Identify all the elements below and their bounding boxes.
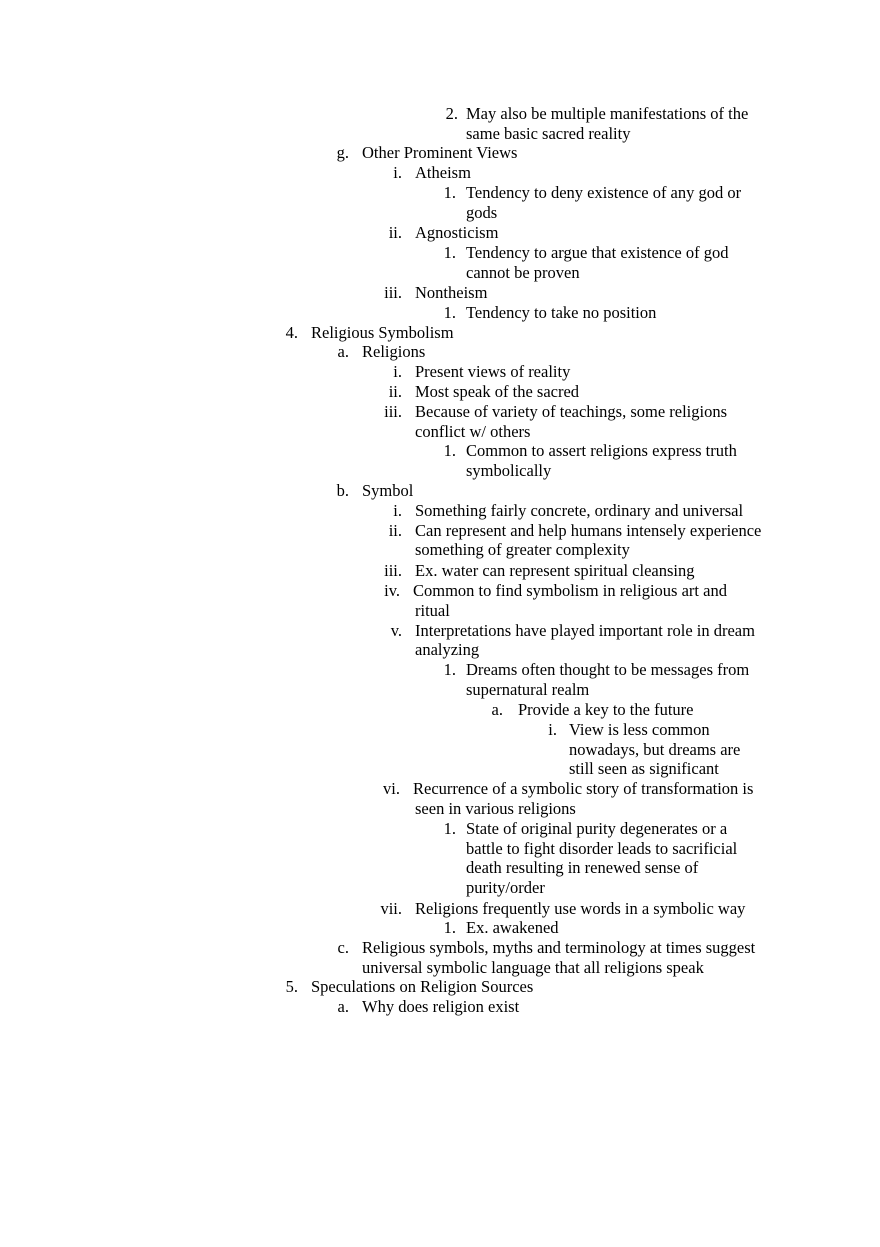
list-text: Most speak of the sacred — [415, 382, 580, 401]
list-marker: 1. — [443, 660, 456, 679]
list-text: Religions — [362, 342, 426, 361]
list-text: Tendency to deny existence of any god or — [466, 183, 742, 202]
list-text: something of greater complexity — [415, 540, 630, 559]
list-text: ritual — [415, 601, 450, 620]
list-text: universal symbolic language that all religions speak — [362, 958, 704, 977]
list-marker: i. — [393, 163, 402, 182]
list-marker: 1. — [443, 243, 456, 262]
list-text: Ex. awakened — [466, 918, 559, 937]
list-marker: 4. — [285, 323, 298, 342]
list-text: Common to find symbolism in religious art and — [413, 581, 727, 600]
list-text: Tendency to argue that existence of god — [466, 243, 729, 262]
list-text: still seen as significant — [569, 759, 719, 778]
list-marker: i. — [393, 362, 402, 381]
list-marker: c. — [337, 938, 349, 957]
list-text: View is less common — [569, 720, 710, 739]
list-marker: iii. — [384, 283, 402, 302]
list-marker: 1. — [443, 918, 456, 937]
list-text: Because of variety of teachings, some religions — [415, 402, 728, 421]
list-text: May also be multiple manifestations of the — [466, 104, 749, 123]
list-marker: a. — [337, 997, 349, 1016]
list-marker: 5. — [285, 977, 298, 996]
list-text: same basic sacred reality — [466, 124, 631, 143]
list-text: purity/order — [466, 878, 545, 897]
list-marker: 1. — [443, 441, 456, 460]
list-marker: 2. — [445, 104, 458, 123]
list-text: death resulting in renewed sense of — [466, 858, 699, 877]
list-text: nowadays, but dreams are — [569, 740, 741, 759]
list-text: Atheism — [415, 163, 471, 182]
list-marker: b. — [336, 481, 349, 500]
list-marker: a. — [337, 342, 349, 361]
list-text: Present views of reality — [415, 362, 571, 381]
list-text: Other Prominent Views — [362, 143, 518, 162]
list-text: Tendency to take no position — [466, 303, 657, 322]
list-marker: iii. — [384, 402, 402, 421]
list-text: supernatural realm — [466, 680, 590, 699]
list-text: Recurrence of a symbolic story of transformation is — [413, 779, 754, 798]
list-text: Interpretations have played important role in dream — [415, 621, 755, 640]
list-marker: 1. — [443, 303, 456, 322]
list-marker: ii. — [388, 521, 402, 540]
list-text: battle to fight disorder leads to sacrificial — [466, 839, 738, 858]
list-marker: i. — [548, 720, 557, 739]
list-text: Religious symbols, myths and terminology at times suggest — [362, 938, 756, 957]
list-text: Religions frequently use words in a symbolic way — [415, 899, 746, 918]
list-text: analyzing — [415, 640, 480, 659]
list-text: Common to assert religions express truth — [466, 441, 737, 460]
list-marker: vii. — [380, 899, 402, 918]
list-text: Can represent and help humans intensely experience — [415, 521, 762, 540]
list-marker: v. — [390, 621, 402, 640]
list-text: cannot be proven — [466, 263, 580, 282]
list-marker: ii. — [388, 223, 402, 242]
list-marker: a. — [491, 700, 503, 719]
list-text: symbolically — [466, 461, 552, 480]
list-marker: iii. — [384, 561, 402, 580]
list-text: seen in various religions — [415, 799, 576, 818]
list-text: Religious Symbolism — [311, 323, 454, 342]
list-marker: g. — [336, 143, 349, 162]
list-text: Ex. water can represent spiritual cleansing — [415, 561, 695, 580]
list-text: Symbol — [362, 481, 414, 500]
list-marker: ii. — [388, 382, 402, 401]
list-marker: iv. — [384, 581, 400, 600]
list-text: Dreams often thought to be messages from — [466, 660, 750, 679]
list-text: Provide a key to the future — [518, 700, 694, 719]
list-text: Speculations on Religion Sources — [311, 977, 534, 996]
list-text: conflict w/ others — [415, 422, 531, 441]
list-marker: vi. — [383, 779, 400, 798]
list-marker: i. — [393, 501, 402, 520]
list-text: Something fairly concrete, ordinary and universal — [415, 501, 744, 520]
list-marker: 1. — [443, 819, 456, 838]
list-text: gods — [466, 203, 498, 222]
list-marker: 1. — [443, 183, 456, 202]
list-text: Nontheism — [415, 283, 488, 302]
list-text: Agnosticism — [415, 223, 499, 242]
list-text: Why does religion exist — [362, 997, 520, 1016]
list-text: State of original purity degenerates or a — [466, 819, 728, 838]
